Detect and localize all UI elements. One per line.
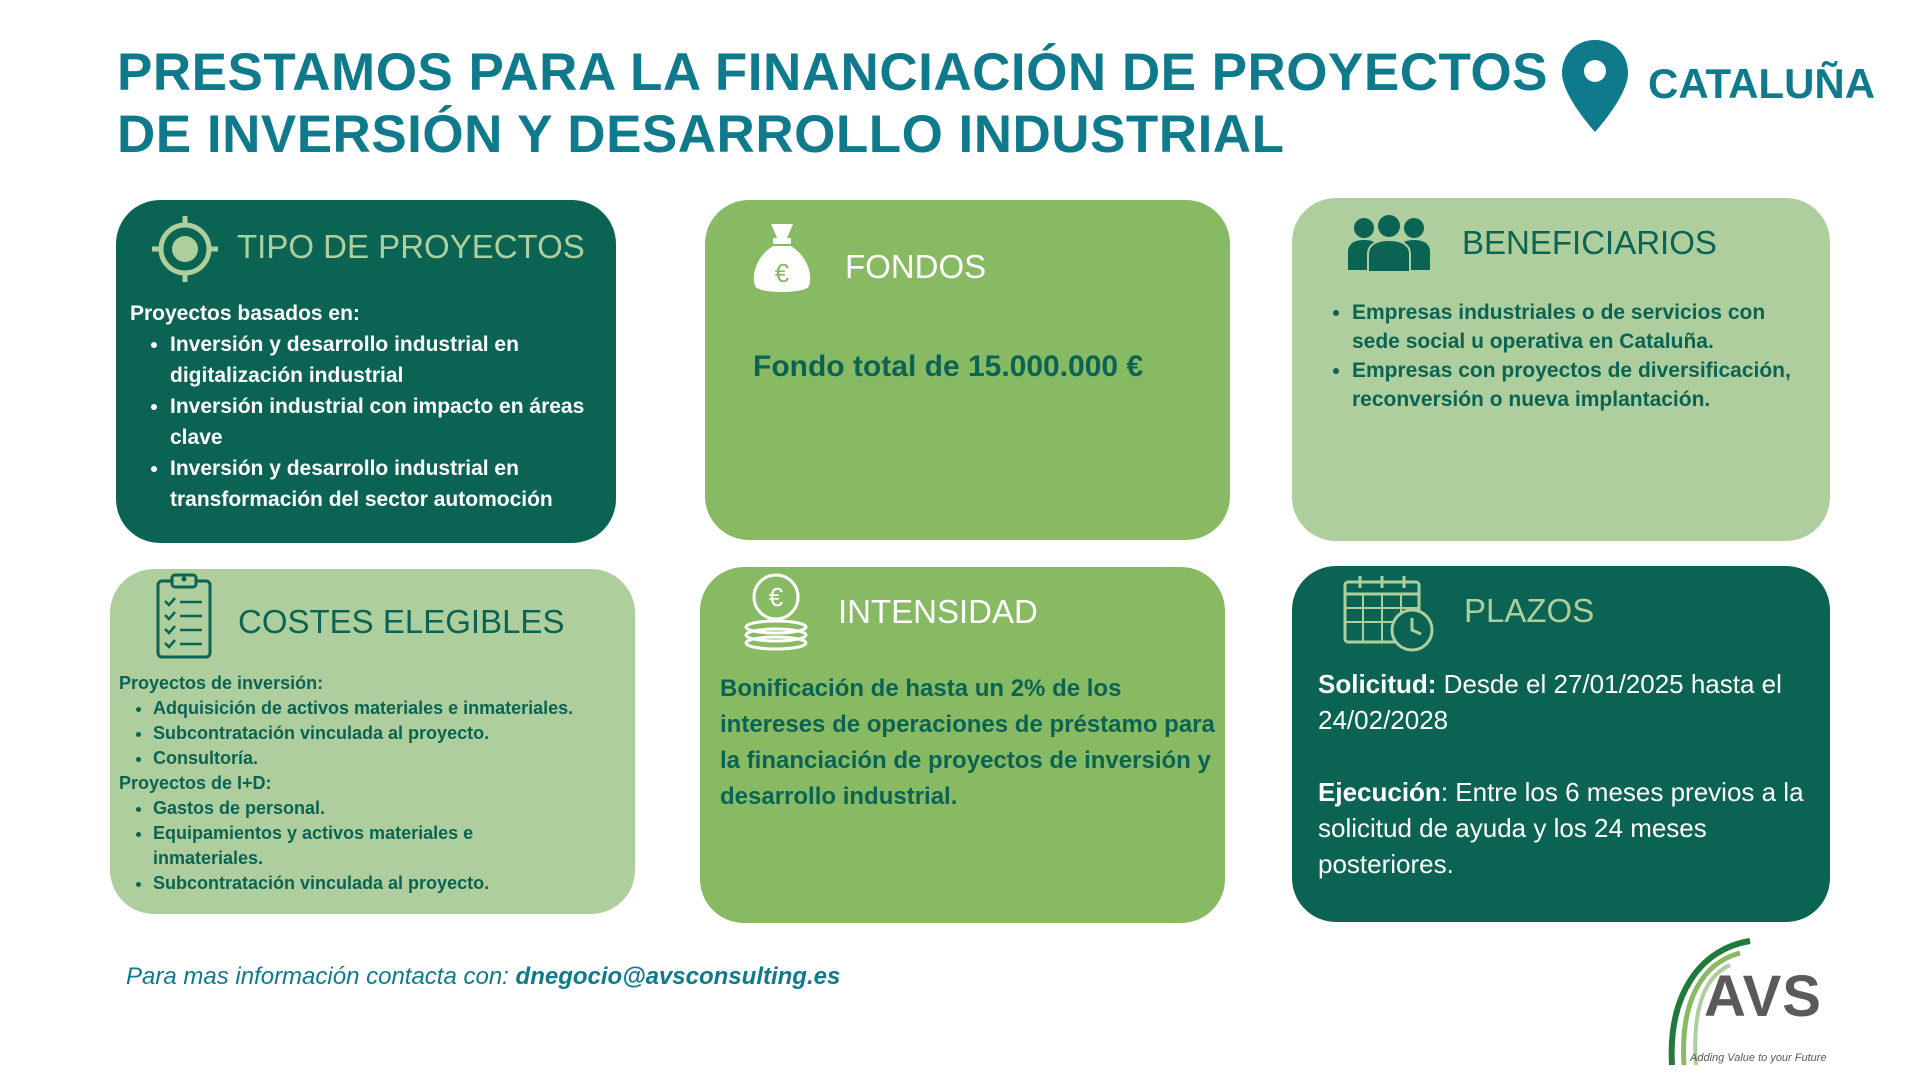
list-item: • Inversión y desarrollo industrial en transformación del sector automoción	[170, 453, 608, 515]
card-plazos	[1292, 566, 1830, 922]
card-intensidad	[700, 567, 1225, 923]
costes-group-2-title: Proyectos de I+D:	[119, 773, 272, 793]
card-title-beneficiarios: BENEFICIARIOS	[1462, 224, 1717, 261]
svg-text:€: €	[768, 582, 784, 612]
list-item: • Empresas con proyectos de diversificación, reconversión o nueva implantación.	[1352, 356, 1812, 414]
tipo-intro: Proyectos basados en:	[130, 302, 360, 325]
card-title-fondos: FONDOS	[845, 248, 987, 285]
tipo-body	[130, 298, 608, 515]
card-title-plazos: PLAZOS	[1464, 592, 1595, 629]
region-label: CATALUÑA	[1648, 60, 1876, 107]
card-costes-elegibles	[110, 569, 635, 914]
page-title-line-1: PRESTAMOS PARA LA FINANCIACIÓN DE PROYECTOS	[117, 43, 1548, 102]
list-item: • Empresas industriales o de servicios con sede social u operativa en Cataluña.	[1352, 298, 1812, 356]
avs-logo	[1660, 935, 1860, 1070]
list-item: • Subcontratación vinculada al proyecto.	[153, 721, 629, 746]
list-item: • Consultoría.	[153, 746, 629, 771]
list-item: • Equipamientos y activos materiales e inmateriales.	[153, 821, 573, 871]
footer-contact	[126, 963, 840, 991]
people-group-icon	[1346, 214, 1432, 272]
card-tipo-proyectos	[116, 200, 616, 543]
clipboard-checklist-icon	[154, 571, 214, 661]
footer-prefix: Para mas información contacta con:	[126, 963, 516, 990]
plazos-body	[1318, 666, 1818, 882]
fondos-total: Fondo total de 15.000.000 €	[753, 350, 1144, 383]
costes-group-1-title: Proyectos de inversión:	[119, 673, 324, 693]
plazos-ejecucion	[1318, 774, 1818, 882]
svg-text:€: €	[774, 258, 790, 288]
list-item: • Gastos de personal.	[153, 796, 573, 821]
solicitud-label: Solicitud:	[1318, 669, 1437, 699]
card-title-costes: COSTES ELEGIBLES	[238, 603, 565, 640]
page-title	[117, 42, 1548, 166]
ejecucion-text: : Entre los 6 meses previos a la solicitud de ayuda y los 24 meses posteriores.	[1318, 777, 1804, 879]
euro-coins-icon	[742, 573, 810, 651]
logo-text: AVS	[1704, 964, 1822, 1029]
page-title-line-2: DE INVERSIÓN Y DESARROLLO INDUSTRIAL	[117, 105, 1285, 164]
solicitud-text: Desde el 27/01/2025 hasta el 24/02/2028	[1318, 669, 1782, 735]
list-item: • Inversión y desarrollo industrial en digitalización industrial	[170, 329, 608, 391]
intensidad-text: Bonificación de hasta un 2% de los intereses de operaciones de préstamo para la financiación de proyectos de inversión y desarrollo industrial.	[720, 675, 1215, 810]
plazos-solicitud	[1318, 666, 1818, 738]
card-fondos	[705, 200, 1230, 540]
list-item: • Inversión industrial con impacto en áreas clave	[170, 391, 608, 453]
money-bag-euro-icon	[749, 220, 815, 296]
contact-email-link[interactable]: dnegocio@avsconsulting.es	[515, 963, 841, 990]
beneficiarios-body	[1322, 298, 1812, 414]
calendar-clock-icon	[1342, 572, 1436, 652]
logo-tagline: Adding Value to your Future	[1690, 1052, 1827, 1064]
target-icon	[150, 214, 220, 284]
list-item: • Adquisición de activos materiales e inmateriales.	[153, 696, 629, 721]
costes-body	[119, 671, 629, 896]
card-title-intensidad: INTENSIDAD	[838, 593, 1038, 630]
region-badge	[1560, 38, 1905, 138]
list-item: • Subcontratación vinculada al proyecto.	[153, 871, 573, 896]
location-pin-icon	[1560, 38, 1630, 134]
card-beneficiarios	[1292, 198, 1830, 541]
card-title-tipo: TIPO DE PROYECTOS	[237, 228, 585, 265]
ejecucion-label: Ejecución	[1318, 777, 1441, 807]
